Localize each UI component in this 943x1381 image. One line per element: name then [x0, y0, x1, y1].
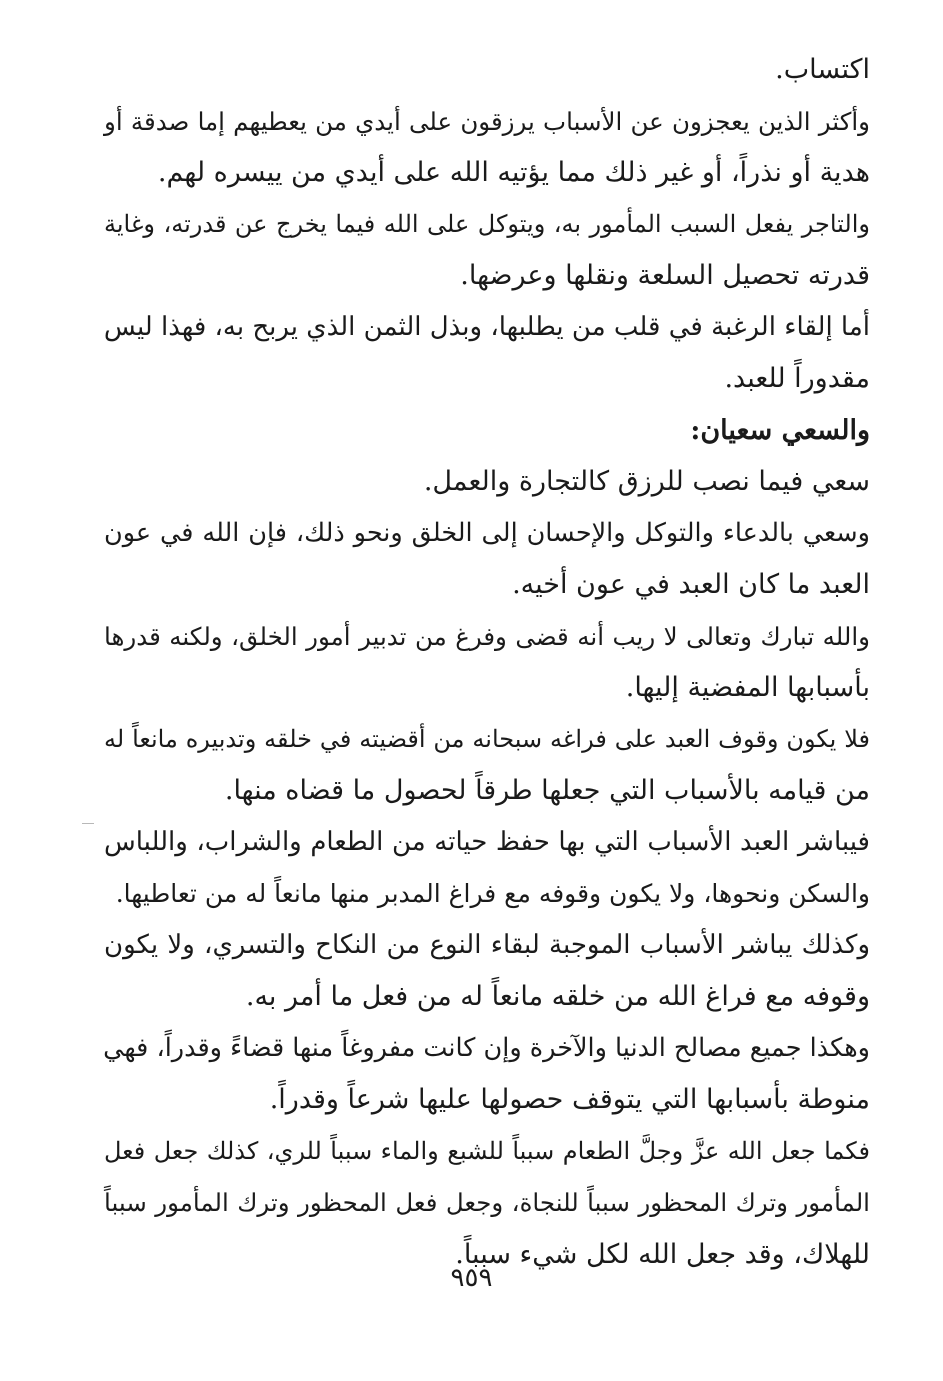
text-line-14: فلا يكون وقوف العبد على فراغه سبحانه من أقضيته في خلقه وتدبيره مانعاً له: [104, 724, 870, 753]
margin-mark: [82, 823, 94, 824]
text-line-2: وأكثر الذين يعجزون عن الأسباب يرزقون على أيدي من يعطيهم إما صدقة أو: [104, 106, 870, 136]
page-number: ٩٥٩: [450, 1263, 493, 1293]
text-line-22: فكما جعل الله عزَّ وجلَّ الطعام سبباً للشبع والماء سبباً للري، كذلك جعل فعل: [104, 1136, 870, 1165]
text-line-7: مقدوراً للعبد.: [724, 363, 870, 394]
text-line-21: منوطة بأسبابها التي يتوقف حصولها عليها شرعاً وقدراً.: [269, 1084, 870, 1115]
text-line-20: وهكذا جميع مصالح الدنيا والآخرة وإن كانت مفروغاً منها قضاءً وقدراً، فهي: [103, 1032, 870, 1063]
text-line-12: والله تبارك وتعالى لا ريب أنه قضى وفرغ من تدبير أمور الخلق، ولكنه قدرها: [104, 621, 870, 651]
text-line-16: فيباشر العبد الأسباب التي بها حفظ حياته من الطعام والشراب، واللباس: [104, 826, 870, 857]
text-line-13: بأسبابها المفضية إليها.: [625, 672, 870, 703]
text-line-15: من قيامه بالأسباب التي جعلها طرقاً لحصول ما قضاه منها.: [224, 775, 870, 806]
text-line-19: وقوفه مع فراغ الله من خلقه مانعاً له من فعل ما أمر به.: [245, 981, 870, 1012]
text-line-9: سعي فيما نصب للرزق كالتجارة والعمل.: [423, 466, 870, 497]
text-line-1: اكتساب.: [775, 54, 870, 85]
text-line-5: قدرته تحصيل السلعة ونقلها وعرضها.: [460, 260, 870, 291]
text-line-4: والتاجر يفعل السبب المأمور به، ويتوكل على الله فيما يخرج عن قدرته، وغاية: [104, 209, 870, 238]
text-line-10: وسعي بالدعاء والتوكل والإحسان إلى الخلق ونحو ذلك، فإن الله في عون: [104, 517, 870, 548]
section-heading: والسعي سعيان:: [690, 414, 870, 446]
text-line-23: المأمور وترك المحظور سبباً للنجاة، وجعل فعل المحظور وترك المأمور سبباً: [104, 1188, 870, 1217]
text-line-18: وكذلك يباشر الأسباب الموجبة لبقاء النوع من النكاح والتسري، ولا يكون: [104, 929, 870, 960]
text-line-6: أما إلقاء الرغبة في قلب من يطلبها، وبذل الثمن الذي يربح به، فهذا ليس: [103, 311, 870, 342]
text-line-3: هدية أو نذراً، أو غير ذلك مما يؤتيه الله على أيدي من ييسره لهم.: [157, 157, 870, 188]
page-body: [104, 44, 870, 1280]
text-line-17: والسكن ونحوها، ولا يكون وقوفه مع فراغ المدبر منها مانعاً له من تعاطيها.: [115, 879, 870, 908]
text-line-24: للهلاك، وقد جعل الله لكل شيء سبباً.: [455, 1238, 870, 1270]
text-line-11: العبد ما كان العبد في عون أخيه.: [512, 569, 870, 600]
